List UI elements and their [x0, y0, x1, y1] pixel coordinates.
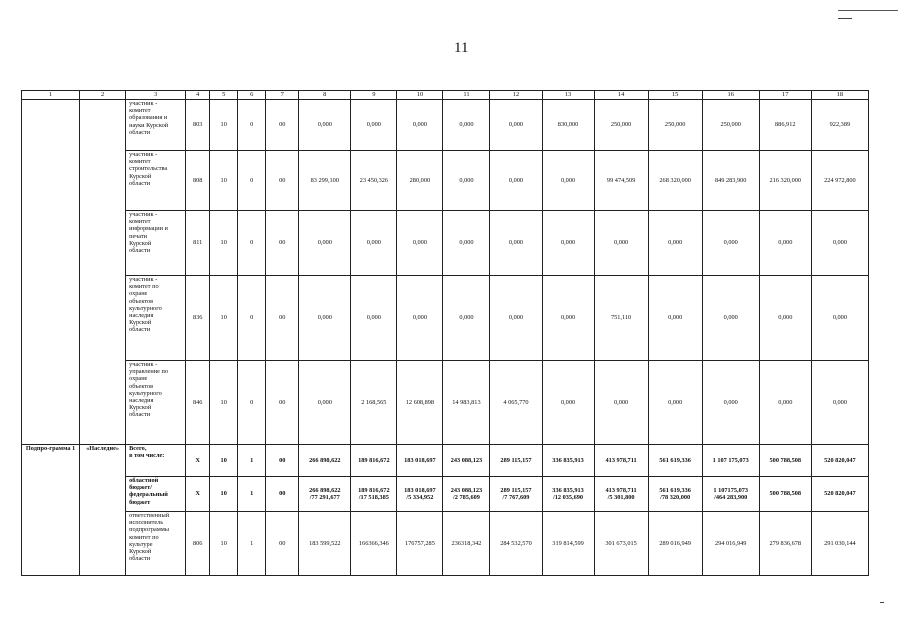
- value-cell: [542, 477, 594, 512]
- name-line: комитет: [129, 158, 151, 166]
- value-cell: 0,000: [351, 211, 397, 276]
- scan-mark: [838, 18, 852, 19]
- page-number: 11: [454, 40, 469, 56]
- value-cell: 216 320,000: [759, 151, 811, 211]
- value-cell: 166366,346: [351, 512, 397, 576]
- name-line: комитет по: [129, 283, 159, 291]
- code-cell: 00: [266, 211, 299, 276]
- header-cell: 5: [210, 91, 238, 100]
- value-cell: 0,000: [702, 276, 759, 361]
- code-cell: 00: [266, 276, 299, 361]
- value-line: 1 107175,073: [713, 486, 749, 494]
- code-cell: 10: [210, 211, 238, 276]
- value-line: 336 835,913: [552, 486, 584, 494]
- value-cell: 0,000: [490, 151, 542, 211]
- value-cell: [351, 477, 397, 512]
- empty-cell: [80, 100, 126, 445]
- value-cell: 268 320,000: [648, 151, 702, 211]
- name-line: охране: [129, 290, 148, 298]
- value-cell: 243 088,123: [443, 445, 490, 477]
- code-cell: 10: [210, 100, 238, 151]
- value-cell: 224 972,800: [811, 151, 868, 211]
- header-cell: 13: [542, 91, 594, 100]
- code-cell: 0: [238, 276, 266, 361]
- code-cell: X: [186, 445, 210, 477]
- header-cell: 14: [594, 91, 648, 100]
- value-cell: 291 030,144: [811, 512, 868, 576]
- header-cell: 10: [397, 91, 443, 100]
- value-cell: 289 016,949: [648, 512, 702, 576]
- value-cell: 0,000: [759, 361, 811, 445]
- participant-name: [126, 276, 186, 361]
- name-line: информации и: [129, 225, 168, 233]
- value-cell: [648, 477, 702, 512]
- value-cell: 561 619,336: [648, 445, 702, 477]
- value-cell: 0,000: [811, 211, 868, 276]
- value-line: 289 115,157: [500, 486, 532, 494]
- value-cell: 0,000: [443, 276, 490, 361]
- scan-mark: [880, 602, 884, 603]
- name-line: областной: [129, 477, 159, 484]
- header-cell: 8: [299, 91, 351, 100]
- value-cell: 0,000: [759, 211, 811, 276]
- code-cell: 811: [186, 211, 210, 276]
- value-cell: 520 820,047: [811, 445, 868, 477]
- participant-name: [126, 477, 186, 512]
- value-cell: 0,000: [759, 276, 811, 361]
- participant-name: [126, 151, 186, 211]
- name-line: области: [129, 411, 151, 419]
- value-cell: 289 115,157: [490, 445, 542, 477]
- header-cell: 9: [351, 91, 397, 100]
- code-cell: 846: [186, 361, 210, 445]
- value-cell: 279 836,678: [759, 512, 811, 576]
- code-cell: 0: [238, 361, 266, 445]
- value-cell: 236318,342: [443, 512, 490, 576]
- header-cell: 15: [648, 91, 702, 100]
- value-cell: 413 978,711: [594, 445, 648, 477]
- value-cell: 2 168,565: [351, 361, 397, 445]
- participant-name: [126, 211, 186, 276]
- code-cell: 1: [238, 445, 266, 477]
- header-cell: 1: [22, 91, 80, 100]
- code-cell: 806: [186, 512, 210, 576]
- value-cell: 0,000: [702, 211, 759, 276]
- name-line: области: [129, 179, 151, 187]
- name-line: комитет: [129, 107, 151, 115]
- header-cell: 16: [702, 91, 759, 100]
- name-line: ответственный: [129, 512, 170, 519]
- value-cell: [811, 477, 868, 512]
- code-cell: 10: [210, 361, 238, 445]
- value-line: /464 283,900: [714, 494, 748, 501]
- value-cell: 0,000: [299, 211, 351, 276]
- value-line: /17 518,385: [358, 494, 389, 501]
- value-cell: 0,000: [351, 100, 397, 151]
- value-cell: [397, 477, 443, 512]
- value-cell: 0,000: [299, 100, 351, 151]
- name-line: наследия: [129, 397, 154, 405]
- code-cell: 10: [210, 151, 238, 211]
- name-line: области: [129, 128, 151, 136]
- code-cell: 0: [238, 211, 266, 276]
- value-cell: 4 065,770: [490, 361, 542, 445]
- value-line: /12 035,690: [552, 494, 584, 501]
- value-cell: 12 608,898: [397, 361, 443, 445]
- name-line: образования и: [129, 114, 168, 122]
- name-line: бюджет: [129, 498, 151, 506]
- value-line: 243 088,123: [450, 486, 483, 494]
- value-cell: 23 450,326: [351, 151, 397, 211]
- name-line: Курской: [129, 239, 152, 247]
- value-cell: 922,389: [811, 100, 868, 151]
- value-cell: 0,000: [648, 211, 702, 276]
- value-cell: 176757,285: [397, 512, 443, 576]
- header-cell: 3: [126, 91, 186, 100]
- header-cell: 12: [490, 91, 542, 100]
- name-line: печати: [129, 232, 148, 240]
- name-line: объектов: [129, 382, 154, 390]
- code-cell: 1: [238, 512, 266, 576]
- code-cell: 0: [238, 100, 266, 151]
- value-cell: 250,000: [594, 100, 648, 151]
- code-cell: 10: [210, 276, 238, 361]
- header-cell: 6: [238, 91, 266, 100]
- value-line: 520 820,047: [824, 490, 856, 498]
- value-line: 561 619,336: [659, 486, 691, 494]
- code-cell: 808: [186, 151, 210, 211]
- name-line: бюджет/: [129, 484, 153, 492]
- name-line: области: [129, 247, 151, 255]
- value-cell: 1 107 175,073: [702, 445, 759, 477]
- name-line: участник -: [129, 100, 158, 107]
- value-cell: [702, 477, 759, 512]
- value-cell: 751,110: [594, 276, 648, 361]
- name-line: Курской: [129, 319, 152, 327]
- value-cell: 849 283,900: [702, 151, 759, 211]
- value-line: 189 816,672: [358, 486, 390, 494]
- participant-name: [126, 445, 186, 477]
- participant-row: [22, 276, 869, 361]
- name-line: участник -: [129, 151, 158, 158]
- value-line: 266 898,622: [309, 486, 341, 494]
- value-line: /5 301,800: [607, 494, 635, 501]
- participant-name: [126, 100, 186, 151]
- value-cell: [490, 477, 542, 512]
- code-cell: 10: [210, 445, 238, 477]
- code-cell: 00: [266, 361, 299, 445]
- value-cell: 500 788,508: [759, 445, 811, 477]
- participant-row: [22, 100, 869, 151]
- name-line: культурного: [129, 389, 162, 397]
- value-cell: 0,000: [490, 211, 542, 276]
- code-cell: 00: [266, 100, 299, 151]
- value-cell: 294 016,949: [702, 512, 759, 576]
- header-cell: 7: [266, 91, 299, 100]
- value-cell: 280,000: [397, 151, 443, 211]
- header-cell: 4: [186, 91, 210, 100]
- value-cell: 0,000: [443, 100, 490, 151]
- header-cell: 2: [80, 91, 126, 100]
- value-cell: [443, 477, 490, 512]
- value-line: 500 788,508: [769, 490, 802, 498]
- name-line: участник -: [129, 361, 158, 368]
- participant-name: [126, 512, 186, 576]
- code-cell: 836: [186, 276, 210, 361]
- name-line: объектов: [129, 297, 154, 305]
- value-line: /5 334,952: [406, 494, 434, 501]
- value-cell: 0,000: [542, 276, 594, 361]
- name-line: науки Курской: [129, 121, 169, 129]
- header-cell: 11: [443, 91, 490, 100]
- value-cell: 0,000: [648, 361, 702, 445]
- header-cell: 18: [811, 91, 868, 100]
- name-line: культуре: [129, 540, 153, 548]
- code-cell: 00: [266, 445, 299, 477]
- code-cell: 00: [266, 151, 299, 211]
- empty-cell: [22, 100, 80, 445]
- value-cell: 183 018,697: [397, 445, 443, 477]
- code-cell: 1: [238, 477, 266, 512]
- value-line: 413 978,711: [605, 486, 637, 494]
- subprogram-label: Подпро-грамма 1: [22, 445, 80, 576]
- code-cell: 0: [238, 151, 266, 211]
- name-line: культурного: [129, 304, 162, 312]
- code-cell: X: [186, 477, 210, 512]
- value-cell: [299, 477, 351, 512]
- value-cell: 284 532,570: [490, 512, 542, 576]
- value-cell: 0,000: [542, 151, 594, 211]
- name-line: подпрограммы: [129, 526, 170, 534]
- name-line: комитет: [129, 218, 151, 226]
- value-line: /77 291,677: [309, 494, 340, 501]
- value-cell: 14 983,813: [443, 361, 490, 445]
- value-cell: 0,000: [443, 151, 490, 211]
- value-cell: 336 835,913: [542, 445, 594, 477]
- name-line: области: [129, 555, 151, 563]
- value-cell: 0,000: [397, 211, 443, 276]
- code-cell: 00: [266, 512, 299, 576]
- header-cell: 17: [759, 91, 811, 100]
- value-cell: 319 814,599: [542, 512, 594, 576]
- value-cell: 0,000: [397, 276, 443, 361]
- code-cell: 00: [266, 477, 299, 512]
- participant-row: [22, 361, 869, 445]
- value-cell: 0,000: [811, 276, 868, 361]
- value-line: /7 767,609: [502, 494, 530, 501]
- name-line: исполнитель: [129, 519, 164, 527]
- value-cell: 0,000: [351, 276, 397, 361]
- name-line: Курской: [129, 172, 152, 180]
- subprogram-title: «Наследие»: [80, 445, 126, 576]
- value-cell: 0,000: [594, 361, 648, 445]
- value-cell: 99 474,509: [594, 151, 648, 211]
- value-cell: 0,000: [490, 100, 542, 151]
- subprogram-budget-row: [22, 477, 869, 512]
- value-cell: 0,000: [811, 361, 868, 445]
- name-line: строительства: [129, 165, 168, 173]
- value-line: 183 018,697: [404, 486, 436, 494]
- value-cell: 266 898,622: [299, 445, 351, 477]
- value-cell: 886,912: [759, 100, 811, 151]
- value-cell: [759, 477, 811, 512]
- value-line: /78 320,000: [660, 494, 691, 501]
- value-cell: 0,000: [542, 211, 594, 276]
- participant-name: [126, 361, 186, 445]
- code-cell: 10: [210, 477, 238, 512]
- name-line: участник -: [129, 276, 158, 283]
- top-right-mark: [838, 10, 898, 11]
- value-cell: 189 816,672: [351, 445, 397, 477]
- name-line: комитет по: [129, 533, 159, 541]
- value-cell: 0,000: [443, 211, 490, 276]
- subprogram-total-row: [22, 445, 869, 477]
- value-cell: 301 673,015: [594, 512, 648, 576]
- value-cell: 830,000: [542, 100, 594, 151]
- value-line: /2 785,609: [452, 494, 480, 501]
- name-line: области: [129, 326, 151, 334]
- name-line: участник -: [129, 211, 158, 218]
- name-line: Курской: [129, 404, 152, 412]
- subprogram-executor-row: [22, 512, 869, 576]
- code-cell: 803: [186, 100, 210, 151]
- value-cell: 250,000: [648, 100, 702, 151]
- value-cell: 183 599,522: [299, 512, 351, 576]
- value-cell: 0,000: [397, 100, 443, 151]
- name-line: Курской: [129, 548, 152, 556]
- value-cell: 0,000: [594, 211, 648, 276]
- participant-row: [22, 211, 869, 276]
- value-cell: 0,000: [299, 276, 351, 361]
- value-cell: 83 299,100: [299, 151, 351, 211]
- name-line: в том числе:: [129, 452, 165, 460]
- name-line: охране: [129, 375, 148, 383]
- header-row: [22, 91, 869, 100]
- value-cell: 0,000: [702, 361, 759, 445]
- name-line: Всего,: [129, 445, 147, 452]
- name-line: наследия: [129, 312, 154, 320]
- value-cell: 0,000: [490, 276, 542, 361]
- participant-row: [22, 151, 869, 211]
- value-cell: 0,000: [542, 361, 594, 445]
- code-cell: 10: [210, 512, 238, 576]
- name-line: федеральный: [129, 491, 168, 499]
- name-line: управление по: [129, 368, 169, 376]
- value-cell: 250,000: [702, 100, 759, 151]
- budget-table: [21, 90, 869, 576]
- value-cell: 0,000: [299, 361, 351, 445]
- value-cell: [594, 477, 648, 512]
- value-cell: 0,000: [648, 276, 702, 361]
